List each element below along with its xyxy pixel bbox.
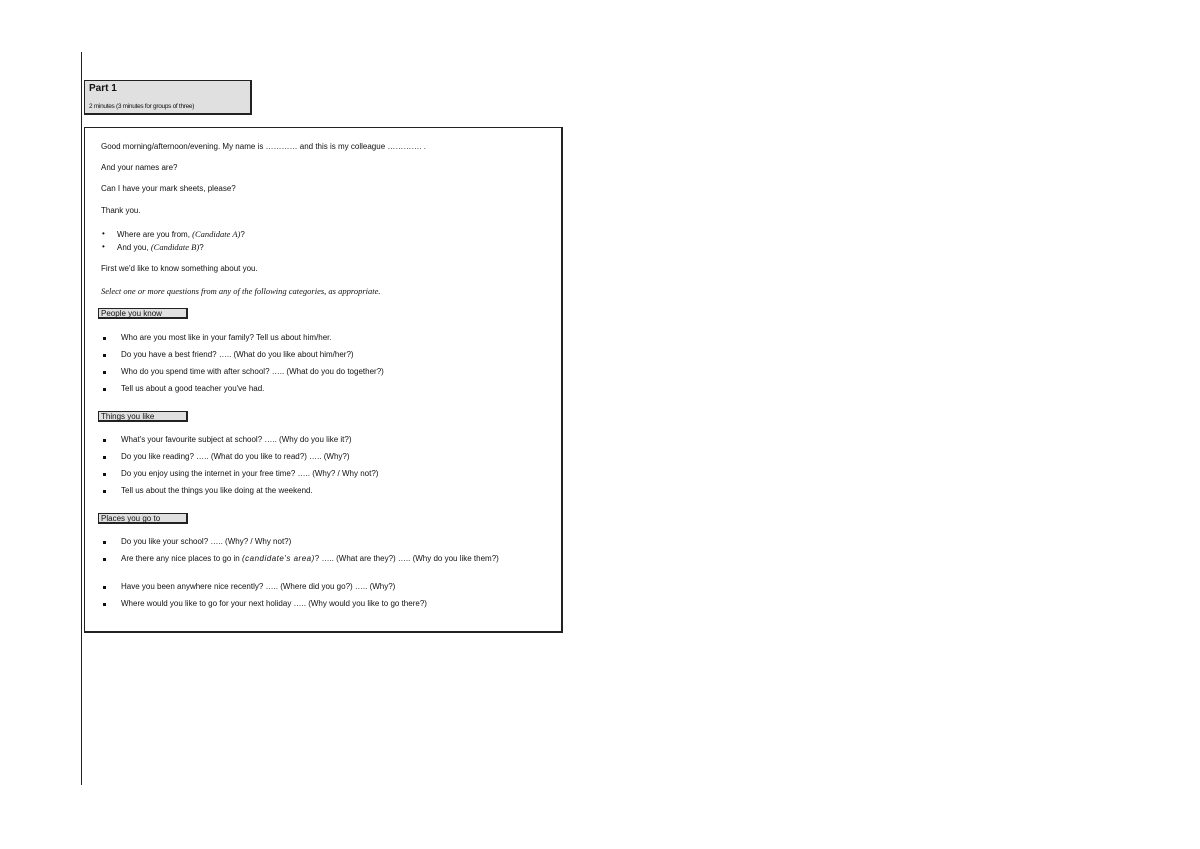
- question-item: What's your favourite subject at school? ….. (Why do you like it?): [121, 435, 352, 444]
- bullet-dot: •: [102, 242, 105, 251]
- question-item: Are there any nice places to go in (candidate's area)? ….. (What are they?) ….. (Why do you like them?): [121, 554, 499, 563]
- part-header: [84, 80, 252, 115]
- bullet-square: [103, 541, 106, 544]
- bullet-square: [103, 586, 106, 589]
- category-things-label: Things you like: [98, 411, 188, 422]
- instruction-line: Select one or more questions from any of the following categories, as appropriate.: [101, 286, 381, 296]
- question-item: Tell us about the things you like doing at the weekend.: [121, 486, 313, 495]
- bullet-square: [103, 354, 106, 357]
- bullet-square: [103, 439, 106, 442]
- bullet-dot: •: [102, 229, 105, 238]
- thanks-line: Thank you.: [101, 206, 141, 215]
- bullet-square: [103, 456, 106, 459]
- and-you-question: And you, (Candidate B)?: [117, 242, 204, 252]
- question-item: Do you like reading? ….. (What do you like to read?) ….. (Why?): [121, 452, 350, 461]
- greeting-line: Good morning/afternoon/evening. My name is ………… and this is my colleague …………. .: [101, 142, 427, 151]
- part-timing: 2 minutes (3 minutes for groups of three): [89, 103, 195, 110]
- category-people-label: People you know: [98, 308, 188, 319]
- question-item: Do you like your school? ….. (Why? / Why not?): [121, 537, 292, 546]
- question-item: Who are you most like in your family? Tell us about him/her.: [121, 333, 332, 342]
- mark-sheets-line: Can I have your mark sheets, please?: [101, 184, 236, 193]
- bullet-square: [103, 337, 106, 340]
- first-line: First we'd like to know something about you.: [101, 264, 258, 273]
- question-item: Do you enjoy using the internet in your free time? ….. (Why? / Why not?): [121, 469, 379, 478]
- question-item: Do you have a best friend? ….. (What do you like about him/her?): [121, 350, 354, 359]
- margin-rule: [81, 52, 82, 785]
- category-places-label: Places you go to: [98, 513, 188, 524]
- bullet-square: [103, 558, 106, 561]
- names-line: And your names are?: [101, 163, 178, 172]
- bullet-square: [103, 603, 106, 606]
- question-item: Who do you spend time with after school? ….. (What do you do together?): [121, 367, 384, 376]
- where-from-question: Where are you from, (Candidate A)?: [117, 229, 245, 239]
- bullet-square: [103, 490, 106, 493]
- question-item: Where would you like to go for your next holiday ….. (Why would you like to go there?): [121, 599, 427, 608]
- question-item: Tell us about a good teacher you've had.: [121, 384, 265, 393]
- bullet-square: [103, 473, 106, 476]
- bullet-square: [103, 371, 106, 374]
- bullet-square: [103, 388, 106, 391]
- question-item: Have you been anywhere nice recently? ….. (Where did you go?) ….. (Why?): [121, 582, 396, 591]
- part-title: Part 1: [89, 83, 117, 94]
